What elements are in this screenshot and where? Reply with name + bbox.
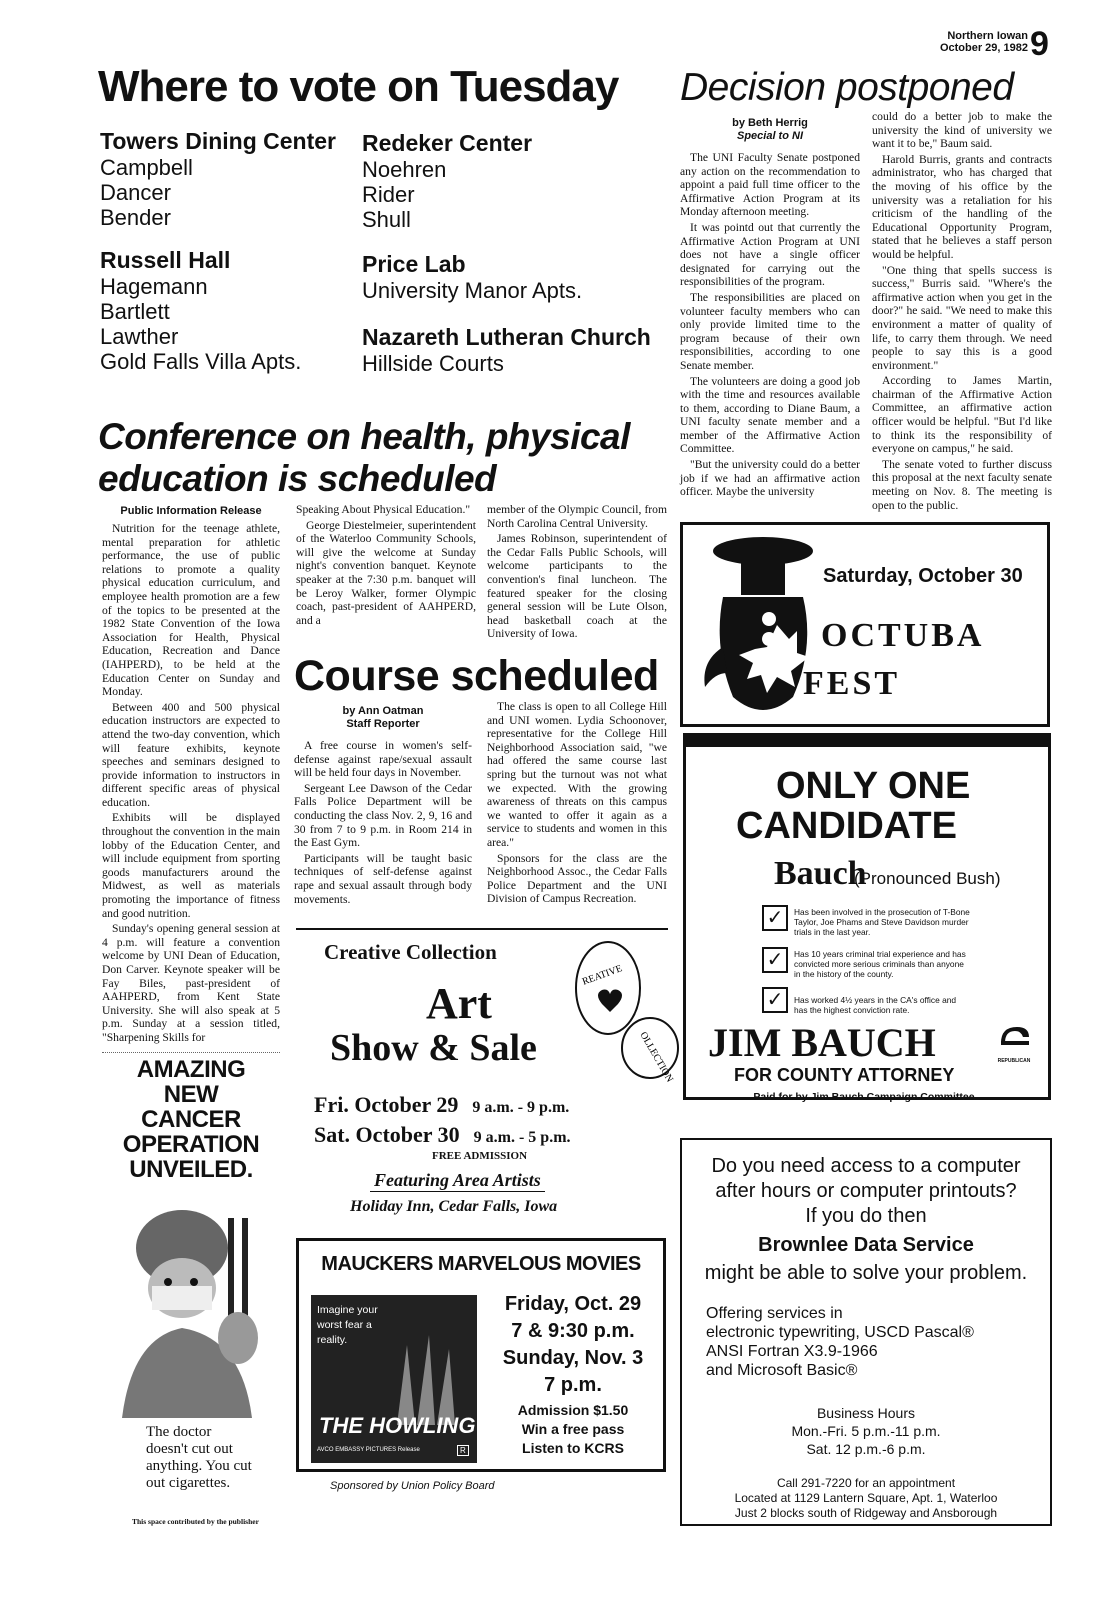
article-paragraph: Sunday's opening general session at 4 p.m. will feature a convention welcome by UNI Dean of Education, Don Carver. Keynote speaker will be Fay Biles, past-president of AAHPERD, from Kent State University. She will also speak at 5 p.m. Sunday at a session titled, "Sharpening Skills for [102, 922, 280, 1044]
article-paragraph: A free course in women's self-defense against rape/sexual assault will be held four days in November. [294, 739, 472, 780]
course-column-1 [294, 705, 472, 908]
site-place: Hagemann [100, 274, 208, 299]
site-place: Lawther [100, 324, 179, 349]
issue-date: October 29, 1982 [939, 42, 1028, 54]
art-date-sat [314, 1122, 571, 1148]
brownlee-name: Brownlee Data Service [758, 1234, 974, 1256]
show-sale-title: Show & Sale [330, 1027, 537, 1069]
article-paragraph: Sergeant Lee Dawson of the Cedar Falls Police Department will be conducting the class Nov. 2, 9, 16 and 30 from 7 to 9 p.m. in Room 214 in the East Gym. [294, 781, 472, 850]
hours-title: Business Hours [816, 1405, 916, 1421]
article-paragraph: member of the Olympic Council, from North Carolina Central University. [487, 503, 667, 530]
party-label: REPUBLICAN [997, 1058, 1031, 1064]
service-line: ANSI Fortran X3.9-1966 [706, 1343, 878, 1360]
vote-site-nazareth [362, 323, 672, 376]
decision-byline-role: Special to NI [736, 130, 804, 142]
bauch-ad [683, 733, 1051, 1103]
art-day: Fri. October 29 [314, 1092, 459, 1117]
site-place: Rider [362, 182, 415, 207]
art-day: Sat. October 30 [314, 1122, 460, 1147]
service-line: and Microsoft Basic® [706, 1362, 858, 1379]
site-place: Hillside Courts [362, 351, 504, 376]
vote-site-russell [100, 246, 360, 374]
free-pass: Win a free pass [521, 1421, 625, 1437]
article-paragraph: The senate voted to further discuss this proposal at the next faculty senate meeting on Nov. 8. The meeting is open to the public. [872, 457, 1052, 512]
article-paragraph: The responsibilities are placed on volunteer faculty members who can only provide limited time to the program because of their own responsibilities, according to one Senate member. [680, 290, 860, 372]
hours-line: Sat. 12 p.m.-6 p.m. [806, 1441, 926, 1457]
article-paragraph: It was pointd out that currently the Affirmative Action Program at UNI does not have a single officer designated for carrying out the responsibilities of the program. [680, 220, 860, 289]
article-paragraph: "One thing that spells success is success," Burris said. "Where's the affirmative action when you get in the door?" he said. "We need to make this environment a matter of quality of life, to carry them through. We need people to say this is a good environment." [872, 263, 1052, 372]
article-paragraph: Harold Burris, grants and contracts administrator, who has charged that the moving of his office by the university was a retaliation for his criticism of the handling of the Educational Opportunity Program, stated that he believes a staff person would be helpful. [872, 152, 1052, 261]
site-name: Towers Dining Center [100, 128, 336, 154]
decision-byline: by Beth Herrig [732, 117, 808, 129]
jim-bauch-name: JIM BAUCH [708, 1020, 936, 1065]
rating-badge: R [457, 1445, 469, 1456]
contact-line: Located at 1129 Lantern Square, Apt. 1, Waterloo [734, 1491, 998, 1505]
showtime-line: 7 p.m. [544, 1374, 602, 1396]
article-paragraph: Speaking About Physical Education." [296, 503, 471, 516]
article-paragraph: The class is open to all College Hill and UNI women. Lydia Schoonover, representative for the College Hill Neighborhood Association said, "we had offered the same course last spring but the turnout was not what we expected. With the growing awareness of threats on this campus we wanted to offer it again as a service to students and women in this area." [487, 700, 667, 849]
republican-logo [994, 1023, 1034, 1064]
contact-line: Call 291-7220 for an appointment [776, 1476, 956, 1490]
only-one-text: ONLY ONE [776, 765, 971, 807]
cancer-ad [102, 1052, 280, 1532]
site-name: Price Lab [362, 251, 466, 277]
showtime-line: Sunday, Nov. 3 [502, 1347, 644, 1369]
cancer-caption: The doctor doesn't cut out anything. You cut out cigarettes. [146, 1424, 252, 1491]
admission-price: Admission $1.50 [517, 1402, 629, 1418]
decision-headline: Decision postponed [680, 66, 1014, 109]
course-byline: by Ann Oatman [342, 705, 424, 717]
poster-credit: AVCO EMBASSY PICTURES Release [317, 1447, 420, 1453]
service-line: electronic typewriting, USCD Pascal® [706, 1324, 974, 1341]
article-paragraph: Exhibits will be displayed throughout the convention in the main lobby of the Education Center, and will include equipment from sporting goods manufacturers around the Midwest, as well as materials promoting the importance of fitness and good nutrition. [102, 811, 280, 920]
article-paragraph: "But the university could do a better job if we had an affirmative action officer. Maybe the university [680, 458, 860, 499]
decision-column-2 [872, 110, 1052, 514]
question-line: Do you need access to a computer [711, 1155, 1021, 1177]
showtime-line: Friday, Oct. 29 [504, 1293, 642, 1315]
octuba-title: OCTUBA [821, 617, 985, 654]
movies-ad [296, 1238, 666, 1472]
site-place: Noehren [362, 157, 447, 182]
article-paragraph: could do a better job to make the university the kind of university we want it to be," Baum said. [872, 110, 1052, 151]
conference-byline: Public Information Release [120, 505, 262, 517]
article-paragraph: The UNI Faculty Senate postponed any action on the recommendation to appoint a paid full time officer to the Affirmative Action Program at its Monday afternoon meeting. [680, 151, 860, 219]
qualification-text: Has worked 4½ years in the CA's office and has the highest conviction rate. [794, 995, 957, 1015]
bauch-name: Bauch [774, 855, 867, 892]
headline-line: education is scheduled [98, 458, 497, 499]
art-date-fri [314, 1092, 569, 1118]
candidate-text: CANDIDATE [736, 805, 957, 847]
article-paragraph: Participants will be taught basic techniques of self-defense against rape and sexual assault through body movements. [294, 851, 472, 906]
movie-info [485, 1401, 661, 1458]
creative-collection-logo-icon [568, 936, 688, 1086]
article-paragraph: Nutrition for the teenage athlete, mental preparation for athletic performance, the use of public relations to promote a quality physical education curriculum, and employee health promotion are a few of the topics to be presented at the 1982 State Convention of the Iowa Association for Health, Physical Education, Recreation and Dance (IAHPERD), to be held at the Education Center on Sunday and Monday. [102, 522, 280, 699]
radio-station: Listen to KCRS [522, 1440, 624, 1456]
course-column-2 [487, 700, 667, 908]
checkbox-icon: ✓ [762, 987, 788, 1013]
claw-icon [387, 1325, 467, 1425]
hours-line: Mon.-Fri. 5 p.m.-11 p.m. [791, 1423, 941, 1439]
site-name: Redeker Center [362, 130, 533, 156]
service-line: Offering services in [706, 1305, 843, 1322]
site-name: Russell Hall [100, 247, 231, 273]
conference-column-2 [296, 503, 476, 629]
checkbox-icon: ✓ [762, 947, 788, 973]
fest-title: FEST [803, 665, 901, 702]
conference-column-3 [487, 503, 667, 643]
page-number: 9 [1030, 25, 1049, 63]
headline-line: Conference on health, physical [98, 416, 630, 457]
article-paragraph: The volunteers are doing a good job with the time and resources available to them, according to Diane Baum, a UNI faculty senate member and a member of the Affirmative Action Committee. [680, 374, 860, 456]
surgeon-image [102, 1188, 280, 1418]
featuring-artists: Featuring Area Artists [370, 1170, 545, 1192]
qualification-text: Has 10 years criminal trial experience and has convicted more serious criminals than anyone in the history of the county. [794, 949, 966, 979]
octuba-date: Saturday, October 30 [823, 565, 1023, 587]
conference-column-1 [102, 505, 280, 1047]
poster-tagline: Imagine your worst fear a reality. [317, 1304, 378, 1346]
pronounced-text: (Pronounced Bush) [854, 869, 1001, 888]
site-place: Bender [100, 205, 171, 230]
showtime-line: 7 & 9:30 p.m. [511, 1320, 635, 1342]
vote-headline: Where to vote on Tuesday [98, 62, 619, 111]
site-place: Bartlett [100, 299, 170, 324]
site-name: Nazareth Lutheran Church [362, 324, 651, 350]
brownlee-contact [688, 1476, 1044, 1521]
publisher-credit: This space contributed by the publisher [132, 1517, 259, 1526]
howling-poster [311, 1295, 477, 1463]
vote-site-towers [100, 127, 360, 230]
art-time: 9 a.m. - 5 p.m. [473, 1129, 571, 1146]
article-paragraph: Sponsors for the class are the Neighborhood Assoc., the Cedar Falls Police Department and the UNI Division of Campus Recreation. [487, 851, 667, 906]
poster-title: THE HOWLING [319, 1413, 476, 1438]
contact-line: Just 2 blocks south of Ridgeway and Ansborough [734, 1506, 998, 1520]
site-place: Gold Falls Villa Apts. [100, 349, 302, 374]
art-location: Holiday Inn, Cedar Falls, Iowa [350, 1198, 558, 1215]
cancer-headline: AMAZING NEW CANCER OPERATION UNVEILED. [122, 1056, 260, 1183]
article-paragraph: James Robinson, superintendent of the Cedar Falls Public Schools, will welcome participants to the convention's final luncheon. The featured speaker for the closing general session will be Lute Olson, head basketball coach at the University of Iowa. [487, 532, 667, 641]
brownlee-question [688, 1154, 1044, 1229]
article-paragraph: Between 400 and 500 physical education instructors are expected to attend the two-day convention, which will feature exhibits, keynote speeches and seminars designed to provide information to instructors in different specific areas of physical education. [102, 700, 280, 809]
free-admission: FREE ADMISSION [432, 1150, 528, 1162]
brownlee-ad [680, 1138, 1052, 1526]
svg-text:OLLECTION: OLLECTION [637, 1030, 675, 1085]
svg-text:REATIVE: REATIVE [580, 963, 624, 988]
conference-headline [98, 416, 630, 500]
showtimes [485, 1291, 661, 1399]
site-place: Shull [362, 207, 411, 232]
paid-for-text: — Paid for by Jim Bauch Campaign Committee [740, 1091, 975, 1103]
brownlee-solve: might be able to solve your problem. [704, 1262, 1028, 1284]
course-byline-role: Staff Reporter [346, 718, 420, 730]
article-paragraph: George Diestelmeier, superintendent of the Waterloo Community Schools, will give the welcome at Sunday night's convention banquet. Keynote speaker at the 7:30 p.m. banquet will be Leroy Walker, former Olympic coach, past-president of AAHPERD, and a [296, 518, 476, 627]
art-show-ad [296, 928, 675, 1223]
course-headline: Course scheduled [294, 652, 659, 700]
movies-sponsor: Sponsored by Union Policy Board [330, 1480, 495, 1492]
art-time: 9 a.m. - 9 p.m. [472, 1099, 570, 1116]
office-text: FOR COUNTY ATTORNEY [734, 1065, 955, 1085]
art-title: Art [426, 979, 492, 1028]
decision-column-1 [680, 117, 860, 501]
question-line: after hours or computer printouts? [715, 1180, 1017, 1202]
qualification-text: Has been involved in the prosecution of T-Bone Taylor, Joe Phams and Steve Davidson murder trials in the last year. [794, 907, 970, 937]
site-place: Dancer [100, 180, 171, 205]
vote-site-price-lab [362, 250, 662, 303]
vote-site-redeker [362, 129, 662, 232]
art-title-collection: Creative Collection [324, 940, 497, 964]
site-place: University Manor Apts. [362, 278, 583, 303]
elephant-icon [997, 1023, 1031, 1053]
masthead [938, 30, 1028, 54]
movies-title: MAUCKERS MARVELOUS MOVIES [321, 1253, 641, 1275]
octuba-fest-ad [680, 522, 1050, 727]
checkbox-icon: ✓ [762, 905, 788, 931]
business-hours [688, 1404, 1044, 1458]
site-place: Campbell [100, 155, 193, 180]
article-paragraph: According to James Martin, chairman of the Affirmative Action Committee, an affirmative action officer would be helpful. "But I'd like to think its the responsibility of everyone on campus," he said. [872, 374, 1052, 456]
paper-name: Northern Iowan [947, 30, 1028, 42]
question-line: If you do then [805, 1205, 927, 1227]
brownlee-services [706, 1304, 974, 1380]
